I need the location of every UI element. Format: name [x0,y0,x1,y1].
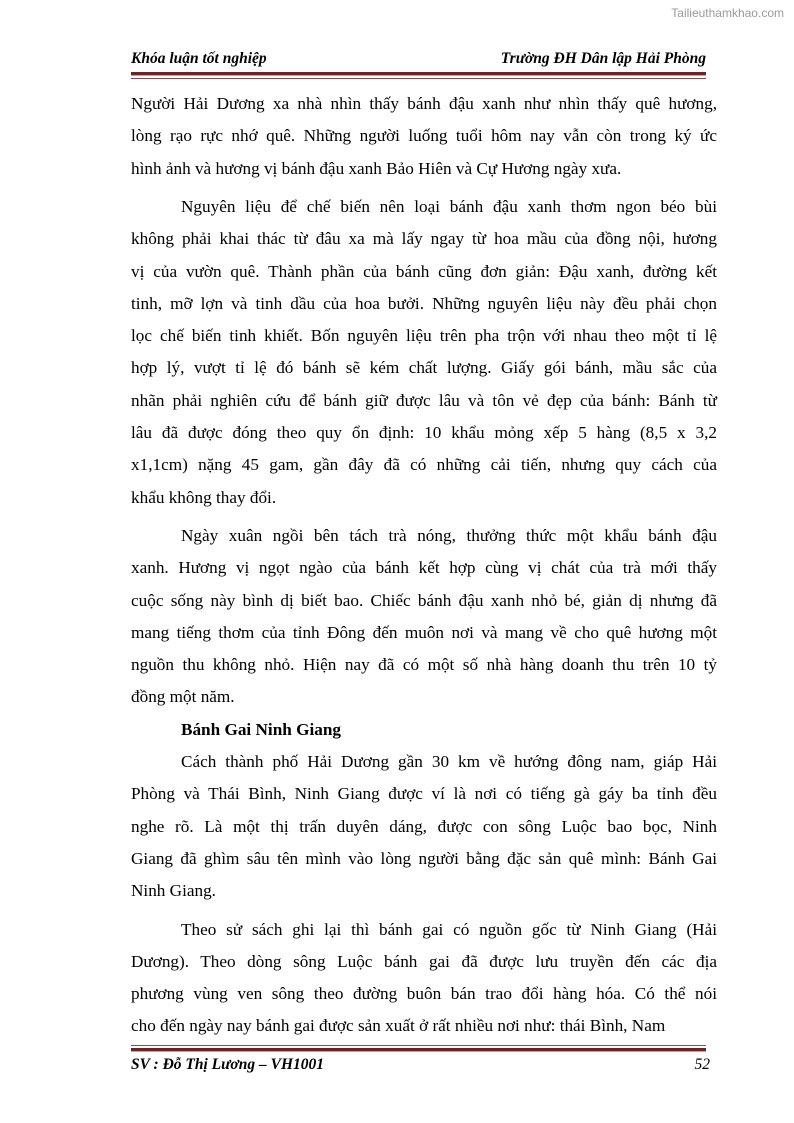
text-line: Phòng và Thái Bình, Ninh Giang được ví là nơi có tiếng gà gáy ba tỉnh đều [131,784,717,804]
text-line: Nguyên liệu để chế biến nên loại bánh đậu xanh thơm ngon béo bùi [181,196,717,216]
text-line: lâu đã được đóng theo quy ổn định: 10 khẩu mỏng xếp 5 hàng (8,5 x 3,2 [131,423,717,442]
footer-divider-thin [131,1045,706,1046]
header-divider [131,72,706,76]
watermark: Tailieuthamkhao.com [671,6,784,20]
text-line: hợp lý, vượt tỉ lệ đó bánh sẽ kém chất lượng. Giấy gói bánh, mầu sắc của [131,358,717,378]
text-line: cho đến ngày nay bánh gai được sản xuất ở rất nhiều nơi như: thái Bình, Nam [131,1016,666,1036]
text-line: Cách thành phố Hải Dương gần 30 km về hướng đông nam, giáp Hải [181,752,717,771]
text-line: Giang đã ghìm sâu tên mình vào lòng người bằng đặc sản quê mình: Bánh Gai [131,848,717,868]
text-line: Ngày xuân ngồi bên tách trà nóng, thưởng thức một khẩu bánh đậu [181,525,717,545]
header-right: Trường ĐH Dân lập Hải Phòng [500,50,706,67]
text-line: nhãn phải nghiên cứu để bánh giữ được lâu và tôn vẻ đẹp của bánh: Bánh từ [131,390,717,410]
text-line: phương vùng ven sông theo đường buôn bán trao đổi hàng hóa. Có thể nói [131,984,717,1004]
text-line: Người Hải Dương xa nhà nhìn thấy bánh đậu xanh như nhìn thấy quê hương, [131,94,717,113]
text-line: tinh, mỡ lợn và tinh dầu của hoa bưởi. Những nguyên liệu này đều phải chọn [131,293,717,313]
section-heading: Bánh Gai Ninh Giang [181,719,341,739]
text-line: lòng rạo rực nhớ quê. Những người luống tuổi hôm nay vẫn còn trong ký ức [131,126,717,146]
text-line: nghe rõ. Là một thị trấn duyên dáng, được con sông Luộc bao bọc, Ninh [131,816,717,836]
text-line: lọc chế biến tinh khiết. Bốn nguyên liệu trên pha trộn với nhau theo một tỉ lệ [131,326,717,346]
text-line: hình ảnh và hương vị bánh đậu xanh Bảo Hiên và Cự Hương ngày xưa. [131,158,622,178]
text-line: khẩu không thay đổi. [131,487,277,507]
text-line: Dương). Theo dòng sông Luộc bánh gai đã được lưu truyền đến các địa [131,951,717,971]
text-line: đồng một năm. [131,687,235,707]
text-line: nguồn thu không nhỏ. Hiện nay đã có một số nhà hàng doanh thu trên 10 tỷ [131,655,717,675]
footer-author: SV : Đỗ Thị Lương – VH1001 [131,1056,325,1073]
page-footer [131,1056,710,1074]
page-number: 52 [694,1056,710,1073]
text-line: cuộc sống này bình dị biết bao. Chiếc bánh đậu xanh nhỏ bé, giản dị nhưng đã [131,590,717,610]
text-line: mang tiếng thơm của tỉnh Đông đến muôn nơi và mang về cho quê hương một [131,622,717,642]
text-line: xanh. Hương vị ngọt ngào của bánh kết hợp cùng vị chát của trà mới thấy [131,558,717,578]
text-line: không phải khai thác từ đâu xa mà lấy ngay từ hoa mầu của đồng nội, hương [131,229,717,249]
text-line: x1,1cm) nặng 45 gam, gần đây đã có những cải tiến, nhưng quy cách của [131,455,717,475]
text-line: Ninh Giang. [131,881,216,901]
text-line: Theo sử sách ghi lại thì bánh gai có nguồn gốc từ Ninh Giang (Hải [181,919,717,939]
header-left: Khóa luận tốt nghiệp [131,50,267,67]
text-line: vị của vườn quê. Thành phần của bánh cũng đơn giản: Đậu xanh, đường kết [131,261,717,281]
header-divider-thin [131,78,706,79]
footer-divider [131,1048,706,1052]
page-header [131,50,706,68]
